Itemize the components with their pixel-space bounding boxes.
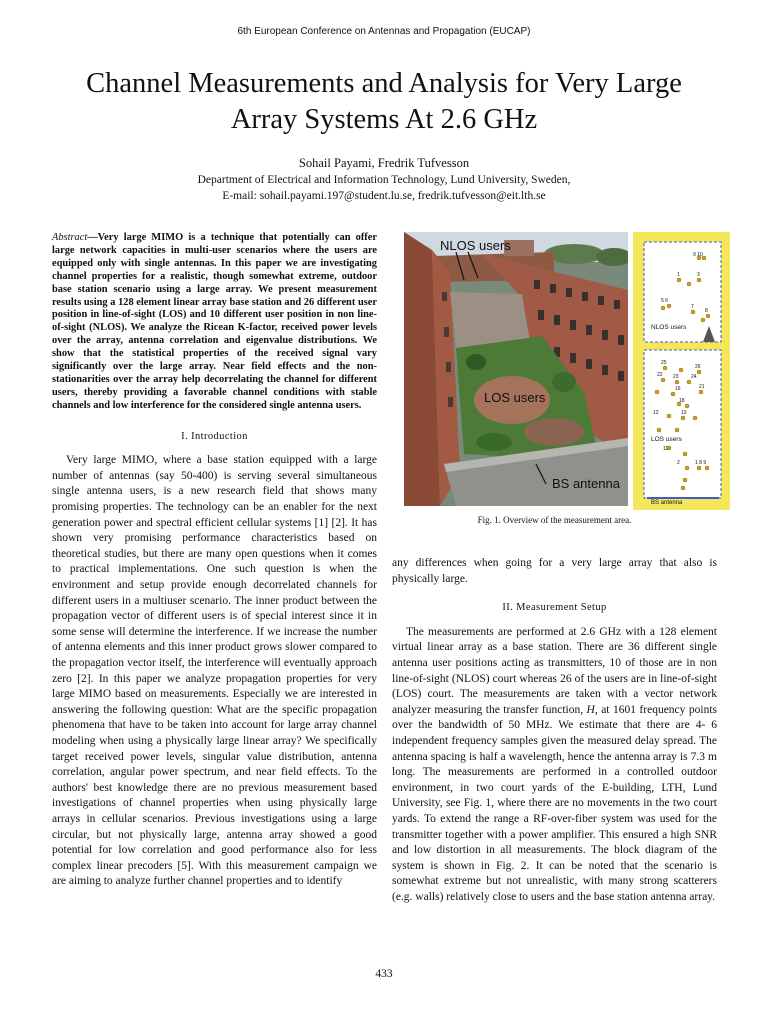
- photo-label-nlos: NLOS users: [440, 238, 511, 253]
- paper-title: [40, 66, 728, 138]
- map-number: 11: [663, 446, 669, 452]
- map-number: 24: [691, 374, 697, 380]
- email: E-mail: sohail.payami.197@student.lu.se, fredrik.tufvesson@eit.lth.se: [222, 189, 546, 202]
- map-number: 26: [695, 364, 701, 370]
- map-number: 8: [705, 308, 708, 314]
- photo-label-bs: BS antenna: [552, 476, 620, 491]
- map-label-nlos: NLOS users: [651, 324, 687, 331]
- map-number: 1 8 9: [695, 460, 707, 466]
- courtyard-photo: [404, 232, 628, 506]
- section-2-text-b: , at 1601 frequency points over the bandwidth of 50 MHz. We estimate that there are 4- 6 independent frequency samples given the measured delay spread. The antenna spacing is half a wavelength, hence the antenna array is 7.3 m long. The measurements are performed in a controlled outdoor environment, in two court yards of the E-building, LTH, Lund University, see Fig. 1, where there are no movements in the two court yards. To extend the range a RF-over-fiber system was used for the transmitter together with a power amplifier. This ensured a high SNR and low distortion in all measurements. The block diagram of the system is shown in Fig. 2. It can be noted that the scenario is somewhat extreme but not unrealistic, with many strong scatterers (e.g. walls) relatively close to users and the base station antenna array.: [392, 703, 717, 903]
- map-number: 7: [691, 304, 694, 310]
- photo-label-los: LOS users: [484, 390, 546, 405]
- authors: Sohail Payami, Fredrik Tufvesson: [298, 156, 470, 170]
- map-number: 16: [675, 386, 681, 392]
- conference-header: 6th European Conference on Antennas and Propagation (EUCAP): [237, 26, 531, 37]
- section-1-continuation: any differences when going for a very large array that also is physically large.: [392, 557, 717, 585]
- map-number: 2: [677, 460, 680, 466]
- map-number: 13: [681, 410, 687, 416]
- measurement-area-map: [633, 232, 730, 510]
- figure-1: [404, 232, 730, 512]
- affiliation: Department of Electrical and Information Technology, Lund University, Sweden,: [197, 174, 571, 186]
- map-label-bs: BS antenna: [651, 500, 683, 506]
- map-number: 12: [653, 410, 659, 416]
- map-number: 5 6: [661, 298, 668, 304]
- map-number: 22: [657, 372, 663, 378]
- section-1-paragraph: Very large MIMO, where a base station equipped with a large number of antennas (say 50-400) is serving several simultaneous single antenna users, is a new research field that shows many promising properties. The technology can be an enabler for the next generation power and spectral efficient cellular systems [1] [2]. It has shown very promising performance characteristics based on theoretical studies, but there are many open questions when it comes to practical implementations. One such question is when the environment and setup provide enough decorrelated channels for different users in a multiuser scenario. The inner product between the propagation vector of different users is of special interest since it in some sense will determine the interference. If we increase the number of antenna elements and this inner product grows slower compared to the propagation vector itself, the interference will eventually approach zero [2]. In this paper we analyze propagation properties for very large MIMO based on measurements. Especially we are interested in answering the following question: What are the specific propagation phenomena that have to be taken into account for large array channel modeling when using a physically large linear array? We specifically target received power levels, singular value distribution, antenna correlation, angular power spectrum, and near field effects. To the authors' best knowledge there are no previous measurement based investigations of channel properties when using physically large arrays in cellular scenarios. Previous investigations using a large circular, but not physically large, antenna array showed a good potential for low correlation and good performance also for less complex linear precoders [5]. With this measurement campaign we are aiming to analyze further channel properties and to identify: [52, 454, 377, 888]
- abstract-text: —Very large MIMO is a technique that potentially can offer large network capacities in multi-user scenarios where the users are equipped only with single antennas. In this paper we are investigating channel properties for a realistic, though somewhat extreme, outdoor base station scenario using a large array. We present measurement results using a 128 element linear array base station and 26 different user position in line-of-sight (LOS) and 10 different user position in non line-of-sight (NLOS). We analyze the Ricean K-factor, received power levels over the array, antenna correlation and eigenvalue distributions. We show that the statistical properties of the received signal vary significantly over the large array. Near field effects and the non-stationarities over the array help decorrelating the channel for different users, thereby providing a favorable channel conditions with stable channels and low interference for the considered single antenna users.: [52, 232, 377, 411]
- figure-1-caption: Fig. 1. Overview of the measurement area.: [477, 515, 632, 525]
- map-number: 25: [661, 360, 667, 366]
- map-number: 3: [697, 272, 700, 278]
- map-number: 21: [699, 384, 705, 390]
- abstract: [52, 232, 377, 413]
- map-number: 23: [673, 374, 679, 380]
- abstract-label: Abstract: [52, 232, 88, 243]
- page-number: 433: [375, 968, 393, 980]
- section-2-text-a: The measurements are performed at 2.6 GHz with a 128 element virtual linear array as a base station. There are 36 different single antenna user positions acting as transmitters, 10 of those are in non line-of-sight (NLOS) court whereas 26 of the users are in line-of-sight (LOS) court. The measurements are taken with a vector network analyzer measuring the transfer function,: [392, 625, 717, 716]
- section-2-heading: II. Measurement Setup: [502, 602, 607, 614]
- title-line-2: Array Systems At 2.6 GHz: [230, 104, 538, 135]
- map-number: 9 10: [693, 252, 703, 258]
- map-number: 1: [677, 272, 680, 278]
- section-2-paragraph: [392, 625, 717, 906]
- section-2-variable: H: [586, 703, 595, 716]
- map-label-los: LOS users: [651, 436, 682, 443]
- right-column: [392, 556, 717, 905]
- map-number: 18: [679, 398, 685, 404]
- section-1-heading: I. Introduction: [181, 430, 248, 442]
- affiliation-block: [0, 173, 768, 204]
- title-line-1: Channel Measurements and Analysis for Very Large: [86, 68, 682, 99]
- left-column: [52, 232, 377, 890]
